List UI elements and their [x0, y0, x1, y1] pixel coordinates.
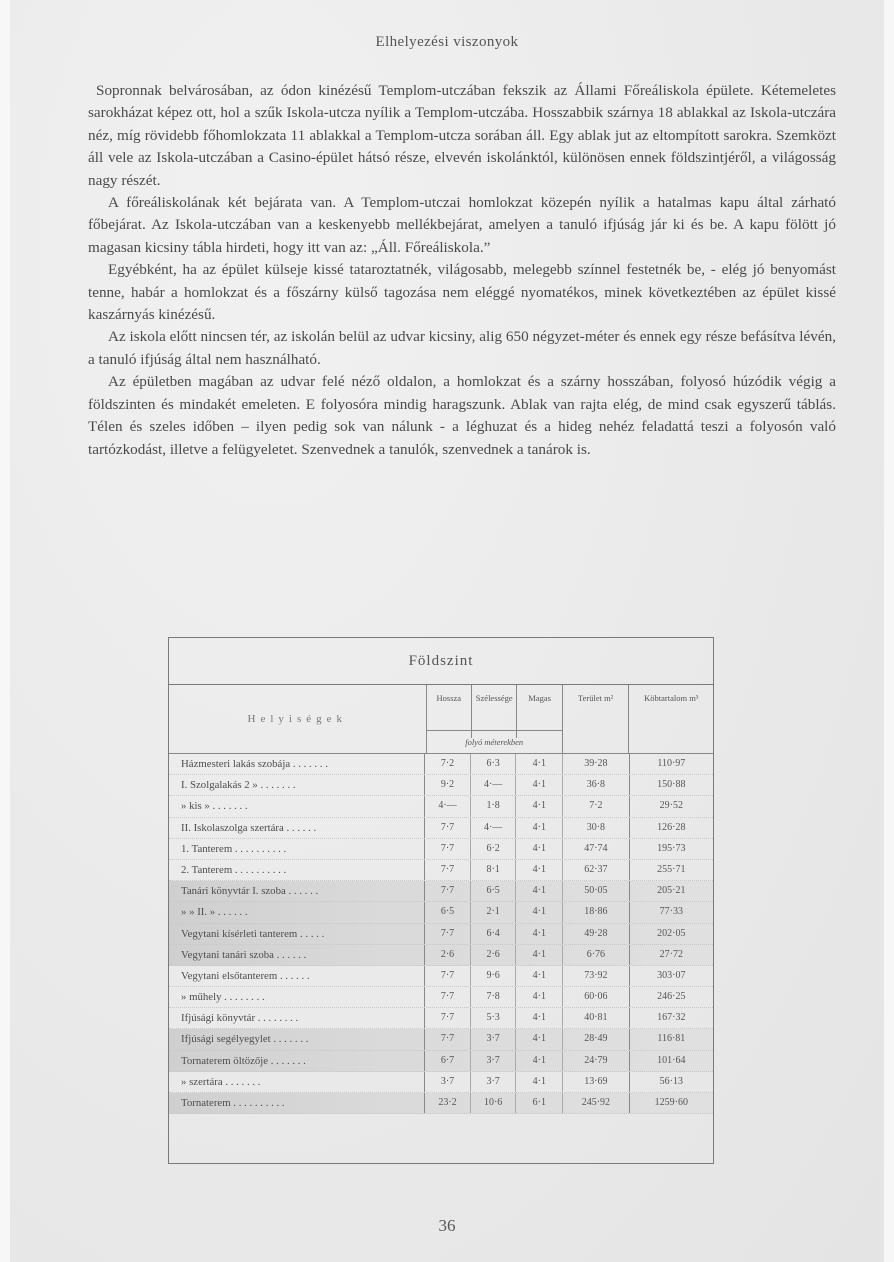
room-name-cell: Tornaterem öltözője . . . . . . . — [169, 1051, 425, 1071]
volume-cell: 126·28 — [657, 821, 686, 833]
length-cell: 7·7 — [425, 818, 471, 838]
volume-cell: 1259·60 — [654, 1097, 688, 1108]
width-cell: 2·1 — [471, 902, 517, 922]
table-row — [169, 1072, 713, 1093]
room-name-cell: Vegytani tanári szoba . . . . . . — [169, 945, 425, 965]
room-name-cell: Vegytani elsőtanterem . . . . . . — [169, 966, 425, 986]
length-cell: 4·— — [425, 796, 471, 816]
header-volume: Köbtartalom m³ — [644, 693, 699, 703]
area-cell: 28·49 — [563, 1029, 630, 1049]
room-name-cell: Ifjúsági segélyegylet . . . . . . . — [169, 1029, 425, 1049]
length-cell: 7·7 — [425, 966, 471, 986]
length-cell: 2·6 — [425, 945, 471, 965]
area-cell: 24·79 — [563, 1051, 630, 1071]
volume-cell: 195·73 — [657, 842, 686, 854]
body-text — [88, 80, 836, 461]
table-body — [169, 754, 713, 1114]
header-dimensions — [427, 685, 563, 753]
length-cell: 7·7 — [425, 1008, 471, 1028]
height-cell: 4·1 — [516, 966, 563, 986]
room-name-cell: Ifjúsági könyvtár . . . . . . . . — [169, 1008, 425, 1028]
table-row — [169, 924, 713, 945]
length-cell: 7·7 — [425, 839, 471, 859]
area-cell: 62·37 — [563, 860, 630, 880]
table-row — [169, 945, 713, 966]
area-cell: 30·8 — [563, 818, 630, 838]
room-name-cell: 2. Tanterem . . . . . . . . . . — [169, 860, 425, 880]
header-height: Magas — [528, 693, 551, 703]
room-name-cell: II. Iskolaszolga szertára . . . . . . — [169, 818, 425, 838]
length-cell: 6·5 — [425, 902, 471, 922]
length-cell: 7·7 — [425, 987, 471, 1007]
table-row — [169, 966, 713, 987]
width-cell: 3·7 — [471, 1029, 517, 1049]
width-cell: 7·8 — [471, 987, 517, 1007]
height-cell: 4·1 — [516, 1008, 563, 1028]
header-unit-note: folyó méterekben — [427, 730, 562, 753]
height-cell: 4·1 — [516, 796, 563, 816]
table-row — [169, 754, 713, 775]
header-rooms: Helyiségek — [169, 685, 427, 753]
volume-cell: 202·05 — [657, 927, 686, 939]
height-cell: 4·1 — [516, 818, 563, 838]
room-dimensions-table — [168, 637, 714, 1164]
volume-cell: 303·07 — [657, 969, 686, 981]
room-name-cell: I. Szolgalakás 2 » . . . . . . . — [169, 775, 425, 795]
height-cell: 4·1 — [516, 1051, 563, 1071]
area-cell: 60·06 — [563, 987, 630, 1007]
width-cell: 9·6 — [471, 966, 517, 986]
height-cell: 4·1 — [516, 775, 563, 795]
length-cell: 7·7 — [425, 860, 471, 880]
height-cell: 4·1 — [516, 1029, 563, 1049]
table-row — [169, 839, 713, 860]
length-cell: 6·7 — [425, 1051, 471, 1071]
table-row — [169, 881, 713, 902]
room-name-cell: » szertára . . . . . . . — [169, 1072, 425, 1092]
volume-cell: 150·88 — [657, 779, 686, 791]
length-cell: 23·2 — [425, 1093, 471, 1113]
volume-cell: 116·81 — [657, 1033, 686, 1045]
width-cell: 4·— — [471, 818, 517, 838]
width-cell: 6·4 — [471, 924, 517, 944]
header-area: Terület m² — [578, 693, 614, 703]
page-number: 36 — [438, 1216, 456, 1235]
area-cell: 50·05 — [563, 881, 630, 901]
area-cell: 39·28 — [563, 754, 630, 774]
room-name-cell: Házmesteri lakás szobája . . . . . . . — [169, 754, 425, 774]
volume-cell: 246·25 — [657, 991, 686, 1003]
table-row — [169, 860, 713, 881]
width-cell: 3·7 — [471, 1072, 517, 1092]
paragraph: Az iskola előtt nincsen tér, az iskolán belül az udvar kicsiny, alig 650 négyzet-méter és ennek egy része befásítva lévén, a tanuló ifjúság által nem használható. — [88, 328, 836, 368]
width-cell: 2·6 — [471, 945, 517, 965]
width-cell: 3·7 — [471, 1051, 517, 1071]
height-cell: 4·1 — [516, 945, 563, 965]
room-name-cell: Tornaterem . . . . . . . . . . — [169, 1093, 425, 1113]
width-cell: 5·3 — [471, 1008, 517, 1028]
height-cell: 4·1 — [516, 860, 563, 880]
table-row — [169, 1029, 713, 1050]
paragraph: Egyébként, ha az épület külseje kissé tataroztatnék, világosabb, melegebb színnel festetnék be, - elég jó benyomást tenne, habár a homlokzat és a főszárny külső tagozása nem eléggé nyomatékos, minek következtében az épület kissé kaszárnyás kinézésű. — [88, 261, 836, 324]
volume-cell: 101·64 — [657, 1054, 686, 1066]
width-cell: 6·5 — [471, 881, 517, 901]
width-cell: 4·— — [471, 775, 517, 795]
room-name-cell: 1. Tanterem . . . . . . . . . . — [169, 839, 425, 859]
running-head: Elhelyezési viszonyok — [375, 34, 519, 50]
area-cell: 40·81 — [563, 1008, 630, 1028]
area-cell: 7·2 — [563, 796, 630, 816]
room-name-cell: » kis » . . . . . . . — [169, 796, 425, 816]
volume-cell: 29·52 — [659, 800, 683, 812]
header-length: Hossza — [427, 685, 472, 738]
paragraph: Az épületben magában az udvar felé néző oldalon, a homlokzat és a szárny hosszában, folyosó húzódik végig a földszinten és mindakét emeleten. E folyosóra mindig haragszunk. Ablak van rajta elég, de mind csak egyszerű táblás. Télen és szeles időben – ilyen pedig sok van nálunk - a léghuzat és a hideg nehéz feladattá teszi a folyosón való tartózkodást, illetve a felügyeletet. Szenvednek a tanulók, szenvednek a tanárok is. — [88, 373, 836, 458]
table-row — [169, 1051, 713, 1072]
height-cell: 4·1 — [516, 754, 563, 774]
height-cell: 4·1 — [516, 1072, 563, 1092]
volume-cell: 77·33 — [659, 906, 683, 918]
volume-cell: 110·97 — [657, 758, 686, 769]
volume-cell: 56·13 — [659, 1075, 683, 1087]
width-cell: 8·1 — [471, 860, 517, 880]
height-cell: 4·1 — [516, 924, 563, 944]
length-cell: 7·7 — [425, 924, 471, 944]
area-cell: 49·28 — [563, 924, 630, 944]
area-cell: 36·8 — [563, 775, 630, 795]
table-row — [169, 902, 713, 923]
length-cell: 7·7 — [425, 1029, 471, 1049]
table-title: Földszint — [169, 638, 713, 685]
table-row — [169, 775, 713, 796]
length-cell: 7·2 — [425, 754, 471, 774]
paragraph: A főreáliskolának két bejárata van. A Templom-utczai homlokzat közepén nyílik a hatalmas kapu által zárható főbejárat. Az Iskola-utczában van a keskenyebb mellékbejárat, amelyen a tanuló ifjúság jár ki és be. A kapu fölött jó magasan kicsiny tábla hirdeti, hogy itt van az: „Áll. Főreáliskola.” — [88, 194, 836, 256]
room-name-cell: Tanári könyvtár I. szoba . . . . . . — [169, 881, 425, 901]
area-cell: 245·92 — [563, 1093, 630, 1113]
width-cell: 6·3 — [471, 754, 517, 774]
table-row — [169, 1008, 713, 1029]
width-cell: 1·8 — [471, 796, 517, 816]
room-name-cell: » műhely . . . . . . . . — [169, 987, 425, 1007]
area-cell: 6·76 — [563, 945, 630, 965]
area-cell: 73·92 — [563, 966, 630, 986]
room-name-cell: » » II. » . . . . . . — [169, 902, 425, 922]
area-cell: 18·86 — [563, 902, 630, 922]
area-cell: 47·74 — [563, 839, 630, 859]
area-cell: 13·69 — [563, 1072, 630, 1092]
room-name-cell: Vegytani kísérleti tanterem . . . . . — [169, 924, 425, 944]
volume-cell: 27·72 — [659, 948, 683, 960]
volume-cell: 167·32 — [657, 1012, 686, 1024]
width-cell: 10·6 — [471, 1093, 517, 1113]
height-cell: 4·1 — [516, 839, 563, 859]
table-row — [169, 987, 713, 1008]
width-cell: 6·2 — [471, 839, 517, 859]
table-header — [169, 685, 713, 754]
height-cell: 4·1 — [516, 902, 563, 922]
paragraph: Sopronnak belvárosában, az ódon kinézésű Templom-utczában fekszik az Állami Főreáliskola épülete. Kétemeletes sarokházat képez ott, hol a szűk Iskola-utcza nyílik a Templom-utczába. Hosszabbik szárnya 18 ablakkal az Iskola-utczára néz, míg rövidebb főhomlokzata 11 ablakkal a Templom-utcza sorában áll. Egy ablak jut az eltompított sarokra. Szemközt áll vele az Iskola-utczában a Casino-épület hátsó része, elvevén iskolánktól, különösen ennek földszintjéről, a világosság nagy részét. — [88, 82, 836, 189]
length-cell: 9·2 — [425, 775, 471, 795]
height-cell: 4·1 — [516, 987, 563, 1007]
length-cell: 3·7 — [425, 1072, 471, 1092]
header-width: Szélessége — [472, 685, 517, 738]
height-cell: 6·1 — [516, 1093, 563, 1113]
volume-cell: 205·21 — [657, 885, 686, 897]
table-row — [169, 796, 713, 817]
volume-cell: 255·71 — [657, 863, 686, 875]
table-row — [169, 1093, 713, 1114]
length-cell: 7·7 — [425, 881, 471, 901]
height-cell: 4·1 — [516, 881, 563, 901]
table-row — [169, 818, 713, 839]
